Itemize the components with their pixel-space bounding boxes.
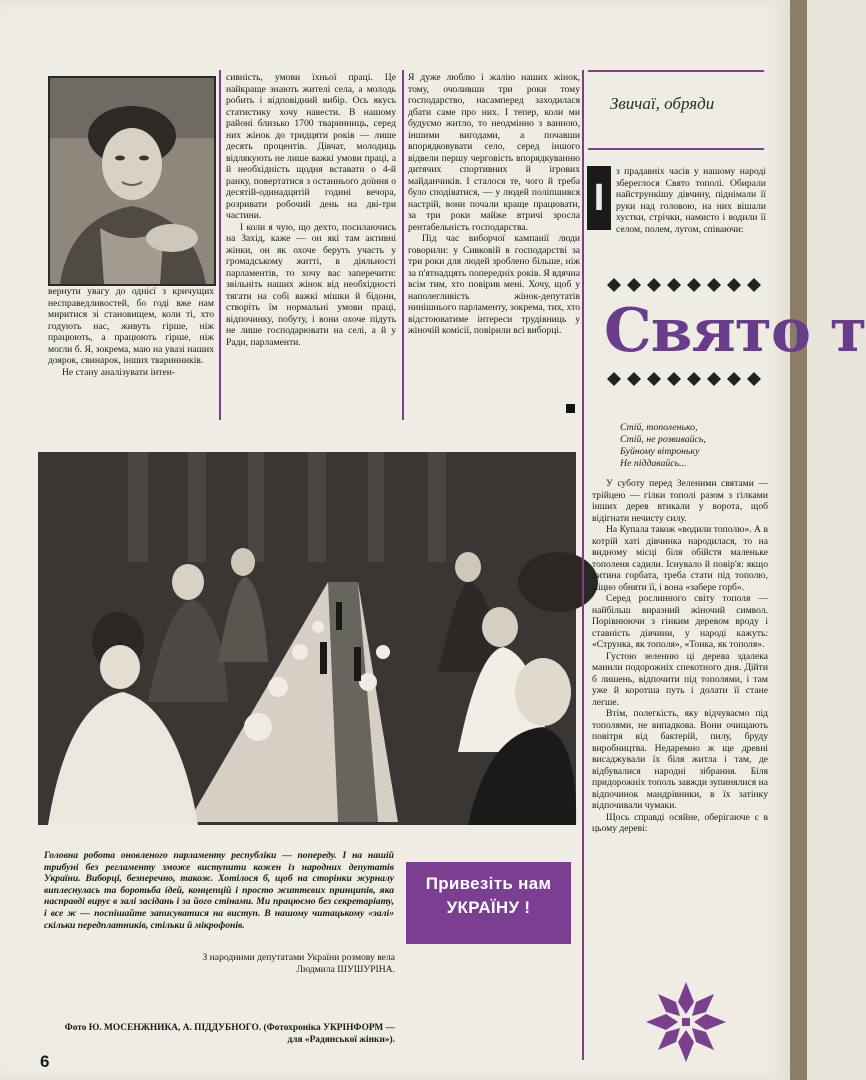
right-article-intro bbox=[616, 166, 766, 266]
poem-line: Стій, тополенько, bbox=[620, 422, 698, 433]
page-number: 6 bbox=[40, 1052, 50, 1071]
promo-line-2: УКРАЇНУ ! bbox=[446, 898, 531, 917]
rubric-title: Звичаї, обряди bbox=[610, 94, 715, 113]
column-divider bbox=[402, 70, 404, 420]
embroidery-ornament-bottom bbox=[602, 372, 792, 386]
meeting-illustration bbox=[38, 452, 576, 825]
rubric-rule-bottom bbox=[588, 148, 764, 150]
article-paragraph: Під час виборчої кампанії люди говорили: у Сивковій в господарстві за три роки для людей зроблено більше, ніж за п'ятнадцять попередніх років. Я вдячна всім тим, хто повірив мені. Хочу, щоб у наполегливість жінок-депутатів нинішнього парламенту, зокрема, тих, хто відстоюватиме інтереси трудівниць у жіночій комісії, повірили всі виборці. bbox=[408, 233, 580, 336]
promo-line-1: Привезіть нам bbox=[425, 874, 552, 893]
column-divider bbox=[219, 70, 221, 420]
article-paragraph: На Купала також «водили тополю». А в котрій хаті дівчинка народилася, то на видному місці біля обійстя маленьке тополеня садили. Існувало й повір'я: якщо дитина горбата, треба стати під тополю, міцно обняти її, і вона «забере горб». bbox=[592, 524, 768, 593]
article-title: Свято т bbox=[604, 296, 866, 366]
article-end-mark bbox=[566, 404, 575, 413]
right-article-body bbox=[592, 478, 768, 968]
interview-byline: З народними депутатами України розмову вела Людмила ШУШУРІНА. bbox=[202, 952, 395, 975]
article-column-left bbox=[48, 286, 214, 420]
promo-box bbox=[406, 862, 571, 944]
article-paragraph: Не стану аналізувати інтен- bbox=[62, 366, 176, 378]
column-divider bbox=[582, 70, 584, 1060]
article-paragraph: І коли я чую, що дехто, посилаючись на Захід, каже — он які там активні жінки, он як охоче беруть участь у громадському житті, в діяльності парламентів, то хочу вас заперечити: звільніть наших жінок від необхідності тягати на собі важкі мішки й бідони, створіть їм нормальні умови праці, відпочинку, побуту, і вони охоче підуть не лише господарювати на селі, а й у Ради, парламенти. bbox=[226, 221, 396, 348]
article-paragraph: Втім, полегкість, яку відчуваємо під тополями, не випадкова. Вони очищають повітря від бактерій, пилу, бруду виробництва. Недаремно ж ще древні висаджували їх біля житла і там, де відбувалися народні зібрання. Біля придорожніх тополь завжди зупинялися на відпочинок мандрівники, в їх затінку відпочивали чумаки. bbox=[592, 708, 768, 811]
article-paragraph: Щось справді осяйне, оберігаюче є в цьому дереві: bbox=[592, 811, 768, 834]
article-text: сивність, умови їхньої праці. Це найкраще знають жителі села, а молодь робить і відповідний вибір. Ось якусь статистику хочу навести. В нашому районі близько 1700 тваринниць, серед них жінок до тридцяти років — лише десять процентів. Дівчат, молодиць відлякують не лише важкі умови праці, а й необхідність щодня вставати о 4-й ранку, повертатися з останнього доїння о десятій-одинадцятій годині вечора, розривати робочий день на дві-три частини. bbox=[226, 72, 396, 221]
rubric-rule-top bbox=[588, 70, 764, 72]
embroidery-star-icon bbox=[644, 980, 728, 1064]
portrait-illustration bbox=[50, 78, 214, 284]
photo-credits: Фото Ю. МОСЕНЖНИКА, А. ПІДДУБНОГО. (Фотохроніка УКРІНФОРМ — для «Радянської жінки»). bbox=[64, 1023, 395, 1045]
article-intro-text: вернути увагу до однієї з кричущих несправедливостей, бо годі вже нам миритися зі становищем, коли ті, хто годують нас, живуть гірше, ніж працюють, а працюють гірше, ніж могли б. Я, зокрема, маю на увазі наших доярок, свинарок, інших тваринників. bbox=[48, 286, 214, 366]
meeting-photo bbox=[38, 452, 576, 825]
article-paragraph: Серед рослинного світу тополя — найбільш виразний жіночий символ. Порівнюючи з гінким деревом вроду і ставність дівчини, у народі кажуть: «Струнка, як тополя», «Тонка, як тополя». bbox=[592, 593, 768, 650]
poem-line: Буйному вітроньку bbox=[620, 446, 700, 457]
poem-stanza bbox=[620, 422, 780, 470]
poem-line: Стій, не розвивайсь, bbox=[620, 434, 706, 445]
portrait-photo bbox=[48, 76, 216, 286]
article-text: Я дуже люблю і жалію наших жінок, тому, очоливши три роки тому господарство, насамперед заходилася дбати саме про них. І тепер, коли ми будуємо житло, то неодмінно з ванною, іншими вигодами, а почавши впорядковувати село, серед іншого відвели першу черговість впорядкуванню дитячих спортивних й ігрових майданчиків. І сталося те, чого й треба було сподіватися, — у людей поліпшився настрій, вони почали краще працювати, за три роки майже втричі зросла рентабельність господарства. bbox=[408, 72, 580, 233]
poem-line: Не піддавайсь... bbox=[620, 458, 687, 469]
drop-cap: І bbox=[587, 166, 611, 230]
page-binding-edge bbox=[790, 0, 807, 1080]
intro-text: з прадавніх часів у нашому народі збереглося Свято тополі. Обирали найстрункішу дівчину, піднімали її руки над головою, на них вішали хустки, стрічки, намисто і водили її селом, полем, лугом, співаючи: bbox=[616, 166, 766, 235]
article-paragraph: У суботу перед Зеленими святами — трійцею — гілки тополі разом з гілками інших дерев втикали у ворота, щоб відігнати нечисту силу. bbox=[592, 478, 768, 524]
article-column-3 bbox=[408, 72, 580, 408]
photo-caption: Головна робота оновленого парламенту республіки — попереду. І на нашій трибуні без регламенту зможе виступити кожен із народних депутатів України. Виборці, безперечно, також. Хотілося б, щоб на сторінки журналу виплеснулась та боротьба ідей, концепцій і просто життєвих принципів, яка насправді вирує в залі засідань і за його стінами. Ми працюємо без секретаріату, і все ж — поспішайте записуватися на виступ. В нашому читацькому «залі» скільки передплатників, стільки й мікрофонів. bbox=[44, 850, 394, 931]
article-paragraph: Густою зеленню ці дерева здалека манили подорожніх спекотного дня. Дійти б лишень, відпочити під тополями, і там уже й коротша путь і долати її стане легше. bbox=[592, 650, 768, 708]
embroidery-ornament-top bbox=[602, 278, 792, 292]
article-column-2 bbox=[226, 72, 396, 422]
